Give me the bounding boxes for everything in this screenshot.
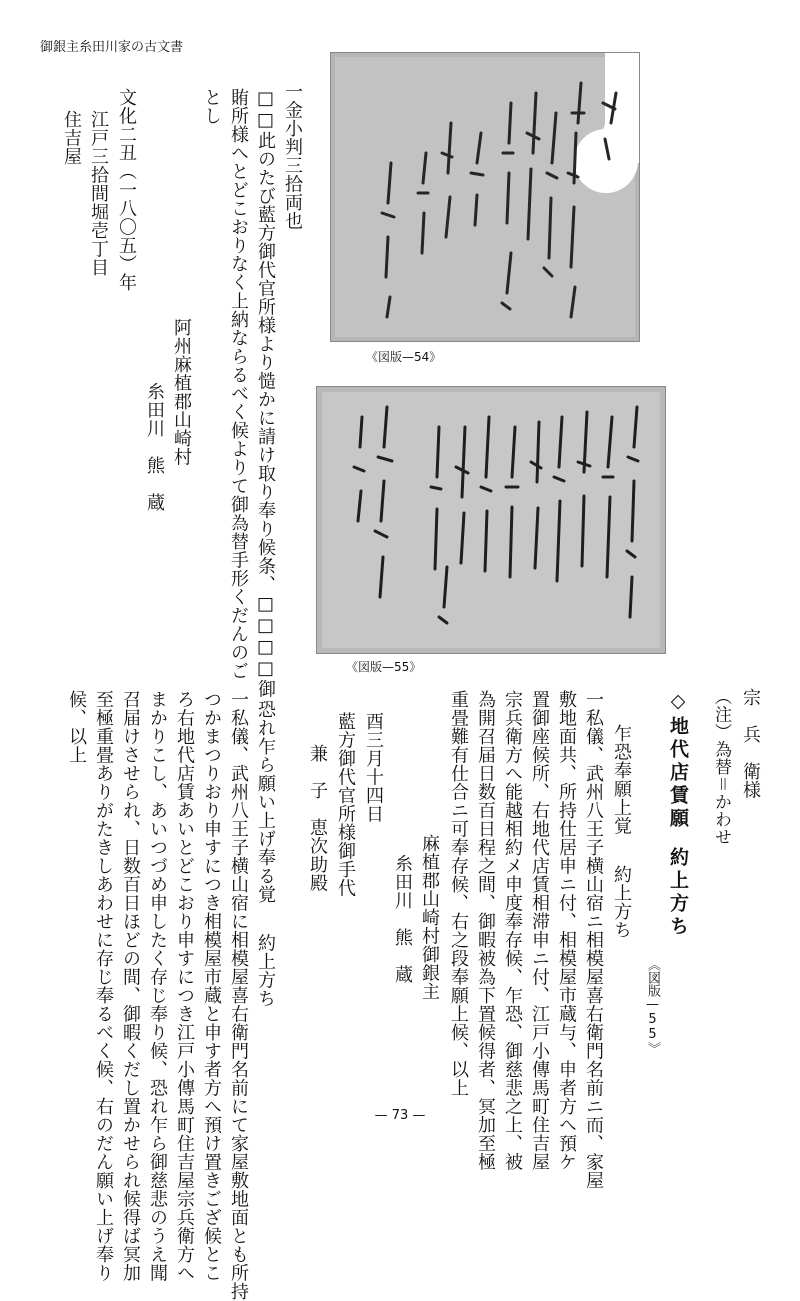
doc55-signature-place: 麻植郡山崎村御銀主 [419, 834, 440, 1001]
doc55-trans-line-5: 召届けさせられ、日数百日ほどの間、御暇くだし置かせられ候得ば冥加 [120, 690, 141, 1282]
doc55-addressee-1: 藍方御代官所様御手代 [335, 712, 356, 897]
doc55-trans-title [256, 700, 274, 1008]
doc55-trans-title-text: 恐れ乍ら願い上げ奉る覚 [255, 700, 276, 904]
doc54-signature-place: 阿州麻植郡山崎村 [171, 318, 192, 466]
doc55-line-6: 重畳難有仕合ニ可奉存候、右之段奉願上候、以上 [448, 690, 469, 1097]
figure-55-caption: 《図版—55》 [346, 660, 422, 674]
doc54-line-2: □□此のたび藍方御代官所様より慥かに請け取り奉り候条、□□□□御 [255, 88, 276, 698]
doc54-line-4: とし [201, 88, 222, 125]
doc55-line-5: 為開召届日数百日程之間、御暇被為下置候得者、冥加至極 [475, 690, 496, 1171]
section-heading-sub: 約上方ち [667, 847, 689, 939]
manuscript-photo-55 [316, 386, 666, 654]
manuscript-photo-55-image [317, 387, 665, 653]
doc55-title [612, 724, 630, 939]
doc54-addressee: 宗 兵 衛様 [740, 688, 761, 799]
doc54-line-3: 賄所様へとどこおりなく上納ならるべく候よりて御為替手形くだんのご [228, 88, 249, 680]
doc54-note: （注）為替＝かわせ [711, 688, 731, 846]
doc55-line-3: 置御座候所、右地代店賃相滞申ニ付、江戸小傳馬町住吉屋 [529, 690, 550, 1171]
section-heading-marker: ◇ [667, 690, 689, 716]
page-header-title: 御銀主糸田川家の古文書 [40, 40, 184, 55]
doc55-signature-name: 糸田川 熊 蔵 [392, 854, 413, 984]
page-number: — 73 — [374, 1108, 426, 1123]
section-heading-text: 地代店賃願 [667, 716, 689, 831]
doc54-line-5-date: 文化二丑（一八〇五）年 [116, 88, 137, 292]
doc55-trans-title-sub: 約上方ち [255, 933, 276, 1008]
doc54-line-1: 一金小判三拾両也 [282, 82, 303, 230]
manuscript-photo-54 [330, 52, 640, 342]
doc55-title-text: 乍恐奉願上覚 [611, 724, 632, 835]
doc55-trans-line-4: まかりこし、あいつづめ申したく存じ奉り候、恐れ乍ら御慈悲のうえ聞 [147, 690, 168, 1282]
section-heading-figure-ref: 《図版—55》 [645, 958, 660, 1055]
doc55-trans-line-2: つかまつりおり申すにつき相模屋市蔵と申す者方へ預け置きござ候とこ [201, 690, 222, 1282]
doc55-trans-line-6: 至極重畳ありがたきしあわせに存じ奉るべく候、右のだん願い上げ奉り [93, 690, 114, 1282]
doc54-signature-name: 糸田川 熊 蔵 [144, 382, 165, 512]
figure-54-caption: 《図版—54》 [366, 350, 442, 364]
doc55-line-4: 宗兵衛方へ能越相約メ申度奉存候、乍恐、御慈悲之上、被 [502, 690, 523, 1171]
doc54-line-6-address: 江戸三拾間堀壱丁目 [88, 110, 109, 277]
doc55-line-2: 敷地面共、所持仕居申ニ付、相模屋市蔵与、申者方へ預ケ [556, 690, 577, 1171]
doc55-trans-line-1: 一私儀、武州八王子横山宿に相模屋喜右衛門名前にて家屋敷地面とも所持 [228, 690, 249, 1301]
doc55-date: 酉三月十四日 [363, 712, 384, 823]
doc55-trans-line-7: 候、以上 [66, 690, 87, 764]
doc55-line-1: 一私儀、武州八王子横山宿ニ相模屋喜右衛門名前ニ而、家屋 [583, 690, 604, 1190]
doc55-trans-line-3: ろ右地代店賃あいとどこおり申すにつき江戸小傳馬町住吉屋宗兵衛方へ [174, 690, 195, 1282]
section-heading [668, 690, 687, 939]
doc54-line-7-shop: 住吉屋 [61, 110, 82, 166]
doc55-title-sub: 約上方ち [611, 865, 632, 939]
doc55-addressee-2: 兼 子 恵次助殿 [307, 744, 328, 892]
manuscript-photo-54-image [331, 53, 639, 341]
